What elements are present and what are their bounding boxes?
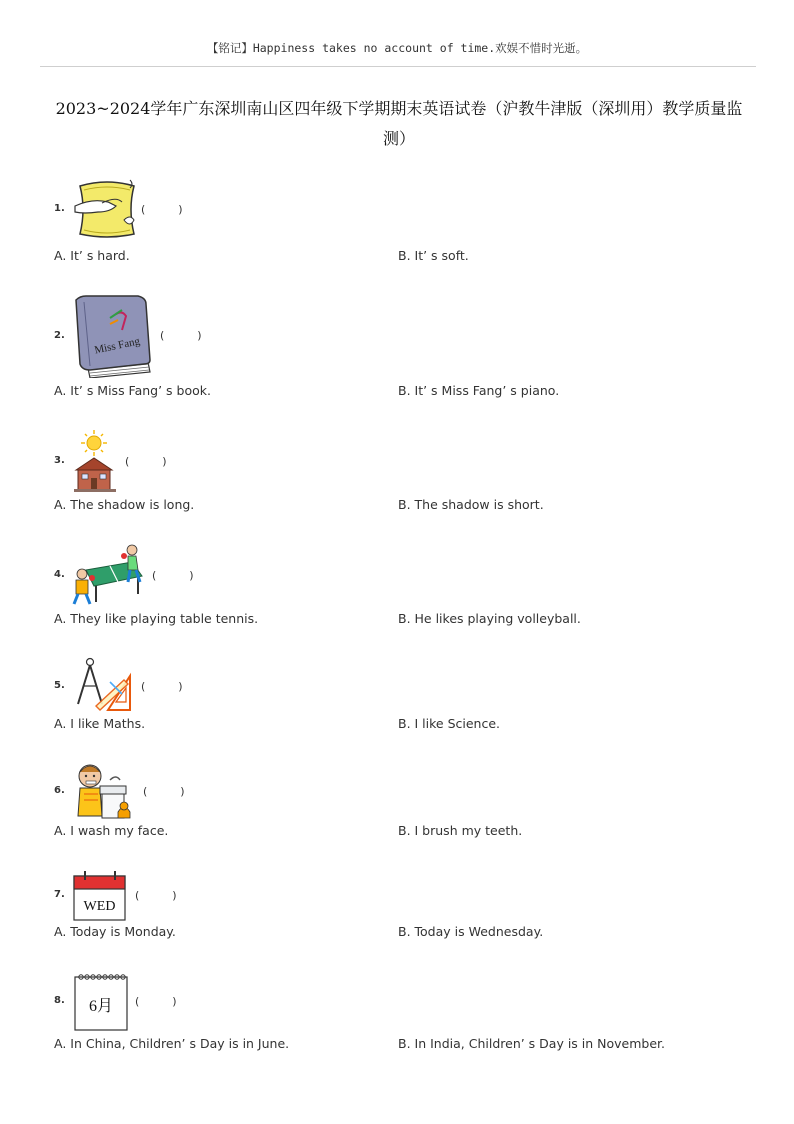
calendar-label: WED (83, 899, 116, 914)
question-number: 7. (54, 889, 65, 900)
sun-house-icon (74, 430, 116, 492)
question-number: 3. (54, 455, 65, 466)
question-number: 1. (54, 203, 65, 214)
option-a: A. I like Maths. (54, 716, 146, 731)
option-a: A. I wash my face. (54, 823, 169, 838)
answer-blank: ( ) (125, 455, 167, 468)
answer-blank: ( ) (143, 785, 185, 798)
option-a: A. It’ s Miss Fang’ s book. (54, 383, 211, 398)
option-a: A. They like playing table tennis. (54, 611, 259, 626)
page-title: 2023~2024学年广东深圳南山区四年级下学期期末英语试卷（沪教牛津版（深圳用）教学质量监测） (55, 99, 743, 148)
answer-blank: ( ) (160, 329, 202, 342)
option-b: B. I like Science. (398, 716, 501, 731)
question-number: 5. (54, 680, 65, 691)
option-b: B. He likes playing volleyball. (398, 611, 581, 626)
option-a: A. The shadow is long. (54, 497, 195, 512)
motto-header: 【铭记】Happiness takes no account of time.欢娱不惜时光逝。 (206, 41, 588, 55)
header-divider (40, 66, 756, 67)
question-number: 2. (54, 330, 65, 341)
compass-ruler-icon (74, 656, 134, 712)
question-number: 6. (54, 785, 65, 796)
option-b: B. I brush my teeth. (398, 823, 523, 838)
book-icon (72, 294, 156, 378)
calendar-june-icon (73, 970, 129, 1032)
answer-blank: ( ) (135, 995, 177, 1008)
table-tennis-icon (72, 542, 146, 606)
answer-blank: ( ) (152, 569, 194, 582)
boy-brushing-icon (72, 762, 136, 820)
option-b: B. The shadow is short. (398, 497, 544, 512)
answer-blank: ( ) (135, 889, 177, 902)
pillow-icon (72, 176, 142, 242)
option-b: B. It’ s soft. (398, 248, 469, 263)
option-a: A. Today is Monday. (54, 924, 176, 939)
answer-blank: ( ) (141, 203, 183, 216)
calendar-label: 6月 (88, 998, 114, 1015)
answer-blank: ( ) (141, 680, 183, 693)
option-b: B. It’ s Miss Fang’ s piano. (398, 383, 560, 398)
option-b: B. Today is Wednesday. (398, 924, 544, 939)
option-a: A. It’ s hard. (54, 248, 130, 263)
option-b: B. In India, Children’ s Day is in November. (398, 1036, 666, 1051)
question-number: 8. (54, 995, 65, 1006)
book-label: Miss Fang (93, 335, 141, 357)
question-number: 4. (54, 569, 65, 580)
option-a: A. In China, Children’ s Day is in June. (54, 1036, 290, 1051)
calendar-wed-icon (73, 870, 127, 922)
